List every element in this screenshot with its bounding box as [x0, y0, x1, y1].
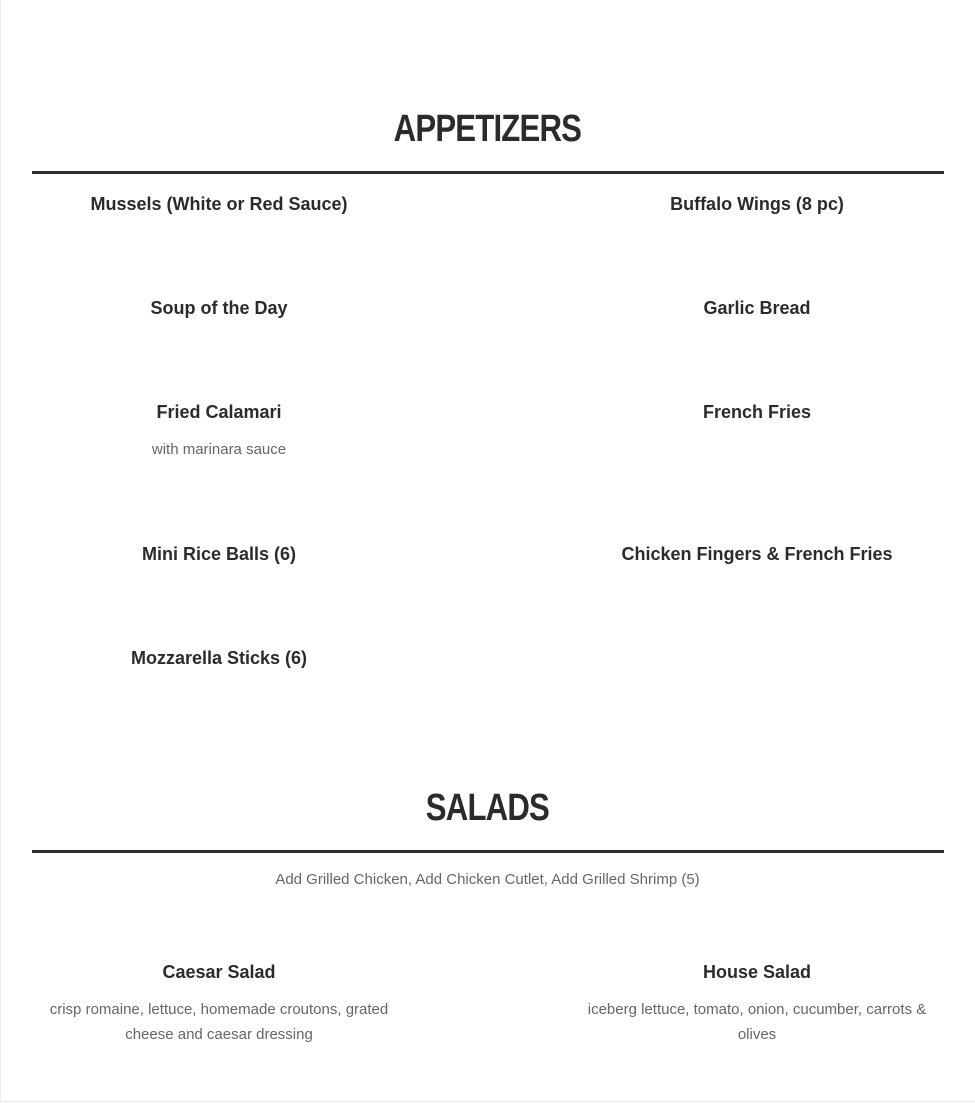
menu-item-description: iceberg lettuce, tomato, onion, cucumber, carrots & olives [587, 1001, 927, 1043]
menu-item-description: with marinara sauce [151, 441, 287, 458]
menu-item-name: Fried Calamari [156, 402, 282, 422]
section-title-appetizers: APPETIZERS [393, 108, 582, 150]
menu-item-name: Mozzarella Sticks (6) [130, 648, 308, 668]
menu-item-name: Mussels (White or Red Sauce) [90, 194, 348, 214]
section-divider [32, 171, 944, 174]
menu-item-description: crisp romaine, lettuce, homemade croutons, grated cheese and caesar dressing [49, 1001, 389, 1043]
menu-item-name: Mini Rice Balls (6) [141, 544, 297, 564]
menu-item-name: Caesar Salad [162, 962, 276, 982]
menu-item-name: Chicken Fingers & French Fries [621, 544, 893, 564]
menu-item-name: Buffalo Wings (8 pc) [670, 194, 844, 214]
menu-item-name: Garlic Bread [703, 298, 811, 318]
salads-addons-note: Add Grilled Chicken, Add Chicken Cutlet, Add Grilled Shrimp (5) [275, 871, 700, 888]
section-divider [32, 850, 944, 853]
menu-item-name: French Fries [702, 402, 812, 422]
menu-item-name: Soup of the Day [150, 298, 288, 318]
section-title-salads: SALADS [425, 787, 549, 829]
menu-item-name: House Salad [702, 962, 812, 982]
